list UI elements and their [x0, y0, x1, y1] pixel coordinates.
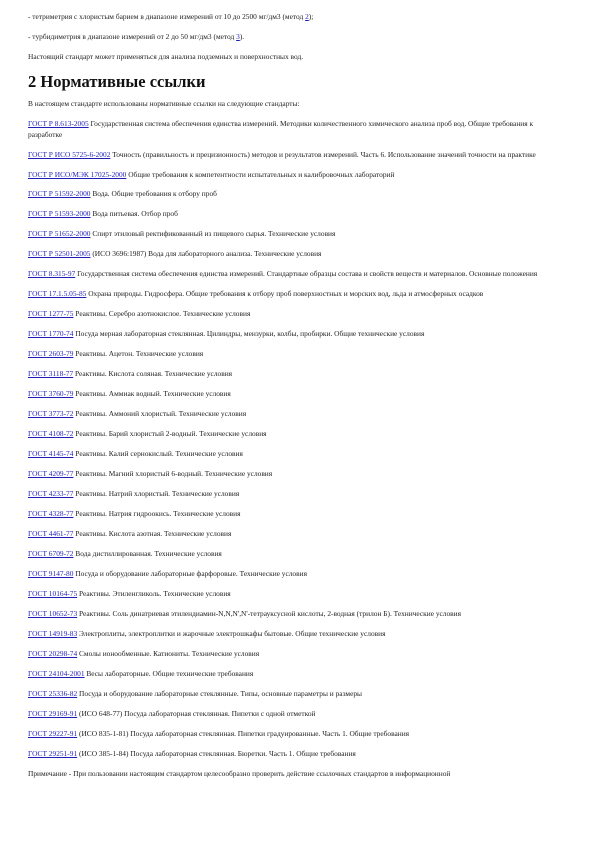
reference-link[interactable]: ГОСТ 29227-91 [28, 729, 78, 739]
reference-link[interactable]: ГОСТ 14919-83 [28, 629, 78, 639]
reference-link[interactable]: ГОСТ 3760-79 [28, 389, 74, 399]
reference-link[interactable]: ГОСТ 4145-74 [28, 449, 74, 459]
reference-item [28, 709, 568, 720]
reference-title: Реактивы. Барий хлористый 2-водный. Технические условия [73, 429, 267, 439]
reference-link[interactable]: ГОСТ Р 51652-2000 [28, 229, 91, 239]
method-item-tail: ). [239, 31, 245, 41]
reference-title: Реактивы. Серебро азотнокислое. Технические условия [73, 309, 251, 319]
reference-title: (ИСО 3696:1987) Вода для лабораторного анализа. Технические условия [90, 249, 322, 259]
reference-title: Государственная система обеспечения единства измерений. Стандартные образцы состава и свойств веществ и материалов. Основные положения [75, 269, 538, 279]
reference-link[interactable]: ГОСТ 1770-74 [28, 329, 74, 339]
reference-link[interactable]: ГОСТ 3118-77 [28, 369, 74, 379]
reference-title: Вода питьевая. Отбор проб [90, 209, 178, 219]
reference-title: Реактивы. Натрия гидроокись. Технические условия [73, 509, 241, 519]
reference-item [28, 150, 568, 161]
reference-item [28, 209, 568, 220]
method-item-titrimetry [28, 12, 568, 23]
reference-title: Посуда мерная лабораторная стеклянная. Цилиндры, мензурки, колбы, пробирки. Общие технические условия [73, 329, 425, 339]
reference-title: Охрана природы. Гидросфера. Общие требования к отбору проб поверхностных и морских вод, льда и атмосферных осадков [86, 289, 484, 299]
reference-item [28, 289, 568, 300]
reference-item [28, 429, 568, 440]
reference-link[interactable]: ГОСТ 24104-2001 [28, 669, 85, 679]
method-link-3[interactable]: 3 [236, 31, 240, 41]
reference-link[interactable]: ГОСТ 17.1.5.05-85 [28, 289, 87, 299]
reference-title: Электроплиты, электроплитки и жарочные электрошкафы бытовые. Общие технические условия [77, 629, 386, 639]
reference-title: Реактивы. Кислота азотная. Технические условия [73, 529, 232, 539]
reference-title: Точность (правильность и прецизионность) методов и результатов измерений. Часть 6. Использование значений точности на практике [110, 149, 536, 159]
reference-link[interactable]: ГОСТ Р 52501-2005 [28, 249, 91, 259]
reference-item [28, 189, 568, 200]
reference-item [28, 649, 568, 660]
reference-link[interactable]: ГОСТ 25336-82 [28, 689, 78, 699]
reference-title: Смолы ионообменные. Катиониты. Технические условия [77, 649, 260, 659]
reference-item [28, 629, 568, 640]
reference-list [28, 119, 568, 760]
reference-item [28, 389, 568, 400]
scope-note: Настоящий стандарт может применяться для анализа подземных и поверхностных вод. [28, 51, 304, 61]
section-title: 2 Нормативные ссылки [28, 71, 206, 91]
reference-link[interactable]: ГОСТ 29251-91 [28, 749, 78, 759]
method-item-text: - тетриметрия с хлористым барием в диапазоне измерений от 10 до 2500 мг/дм3 (метод [28, 12, 306, 21]
reference-item [28, 369, 568, 380]
method-item-turbidimetry [28, 32, 568, 43]
reference-link[interactable]: ГОСТ 6709-72 [28, 549, 74, 559]
reference-item [28, 609, 568, 620]
reference-title: Реактивы. Магний хлористый 6-водный. Технические условия [73, 469, 273, 479]
reference-link[interactable]: ГОСТ 10164-75 [28, 589, 78, 599]
reference-item [28, 349, 568, 360]
reference-link[interactable]: ГОСТ 4209-77 [28, 469, 74, 479]
section-lead: В настоящем стандарте использованы нормативные ссылки на следующие стандарты: [28, 98, 300, 108]
reference-item [28, 549, 568, 560]
reference-title: Реактивы. Калий сернокислый. Технические условия [73, 449, 243, 459]
reference-item [28, 249, 568, 260]
reference-title: Реактивы. Ацетон. Технические условия [73, 349, 204, 359]
reference-link[interactable]: ГОСТ Р ИСО 5725-6-2002 [28, 149, 111, 159]
reference-item [28, 409, 568, 420]
reference-title: (ИСО 648-77) Посуда лабораторная стеклянная. Пипетки с одной отметкой [77, 709, 316, 719]
reference-link[interactable]: ГОСТ 3773-72 [28, 409, 74, 419]
reference-link[interactable]: ГОСТ 29169-91 [28, 709, 78, 719]
reference-item [28, 729, 568, 740]
reference-item [28, 689, 568, 700]
reference-item [28, 119, 568, 140]
reference-title: Общие требования к компетентности испытательных и калибровочных лабораторий [126, 169, 395, 179]
reference-link[interactable]: ГОСТ Р 51593-2000 [28, 209, 91, 219]
reference-title: Реактивы. Натрий хлористый. Технические условия [73, 489, 240, 499]
reference-link[interactable]: ГОСТ 10652-73 [28, 609, 78, 619]
reference-item [28, 170, 568, 181]
document-body [28, 12, 568, 789]
footnote: Примечание - При пользовании настоящим стандартом целесообразно проверить действие ссылочных стандартов в информационной [28, 769, 451, 779]
reference-link[interactable]: ГОСТ 4461-77 [28, 529, 74, 539]
reference-title: Реактивы. Этиленгликоль. Технические условия [77, 589, 231, 599]
reference-item [28, 449, 568, 460]
reference-title: Посуда и оборудование лабораторные фарфоровые. Технические условия [73, 569, 307, 579]
reference-link[interactable]: ГОСТ Р ИСО/МЭК 17025-2000 [28, 169, 127, 179]
reference-title: Вода. Общие требования к отбору проб [90, 189, 217, 199]
reference-item [28, 469, 568, 480]
reference-item [28, 509, 568, 520]
method-item-text: - турбидиметрия в диапазоне измерений от 2 до 50 мг/дм3 (метод [28, 31, 237, 41]
reference-link[interactable]: ГОСТ 8.315-97 [28, 269, 76, 279]
reference-link[interactable]: ГОСТ 1277-75 [28, 309, 74, 319]
reference-link[interactable]: ГОСТ 20298-74 [28, 649, 78, 659]
reference-item [28, 229, 568, 240]
reference-link[interactable]: ГОСТ 9147-80 [28, 569, 74, 579]
reference-item [28, 309, 568, 320]
reference-title: (ИСО 835-1-81) Посуда лабораторная стеклянная. Пипетки градуированные. Часть 1. Общие требования [77, 729, 410, 739]
reference-item [28, 489, 568, 500]
reference-item [28, 569, 568, 580]
reference-title: (ИСО 385-1-84) Посуда лабораторная стеклянная. Бюретки. Часть 1. Общие требования [77, 749, 356, 759]
reference-title: Вода дистиллированная. Технические условия [73, 549, 222, 559]
reference-title: Спирт этиловый ректификованный из пищевого сырья. Технические условия [90, 229, 336, 239]
method-item-tail: ); [308, 12, 314, 21]
reference-title: Реактивы. Соль динатриевая этилендиамин-N,N,N',N'-тетрауксусной кислоты, 2-водная (трилон Б). Технические условия [77, 609, 462, 619]
reference-item [28, 669, 568, 680]
reference-title: Посуда и оборудование лабораторные стеклянные. Типы, основные параметры и размеры [77, 689, 363, 699]
reference-item [28, 749, 568, 760]
reference-link[interactable]: ГОСТ Р 51592-2000 [28, 189, 91, 199]
method-link-2[interactable]: 2 [305, 12, 309, 21]
reference-link[interactable]: ГОСТ 4233-77 [28, 489, 74, 499]
reference-title: Реактивы. Кислота соляная. Технические условия [73, 369, 233, 379]
reference-title: Реактивы. Аммиак водный. Технические условия [73, 389, 231, 399]
reference-item [28, 329, 568, 340]
reference-title: Весы лабораторные. Общие технические требования [84, 669, 254, 679]
reference-title: Государственная система обеспечения единства измерений. Методики количественного химического анализа проб вод. Общие требования к разработке [28, 118, 534, 139]
reference-link[interactable]: ГОСТ 2603-79 [28, 349, 74, 359]
reference-item [28, 589, 568, 600]
reference-link[interactable]: ГОСТ 4328-77 [28, 509, 74, 519]
reference-link[interactable]: ГОСТ 4108-72 [28, 429, 74, 439]
reference-link[interactable]: ГОСТ Р 8.613-2005 [28, 118, 89, 128]
reference-title: Реактивы. Аммоний хлористый. Технические условия [73, 409, 247, 419]
reference-item [28, 529, 568, 540]
reference-item [28, 269, 568, 280]
